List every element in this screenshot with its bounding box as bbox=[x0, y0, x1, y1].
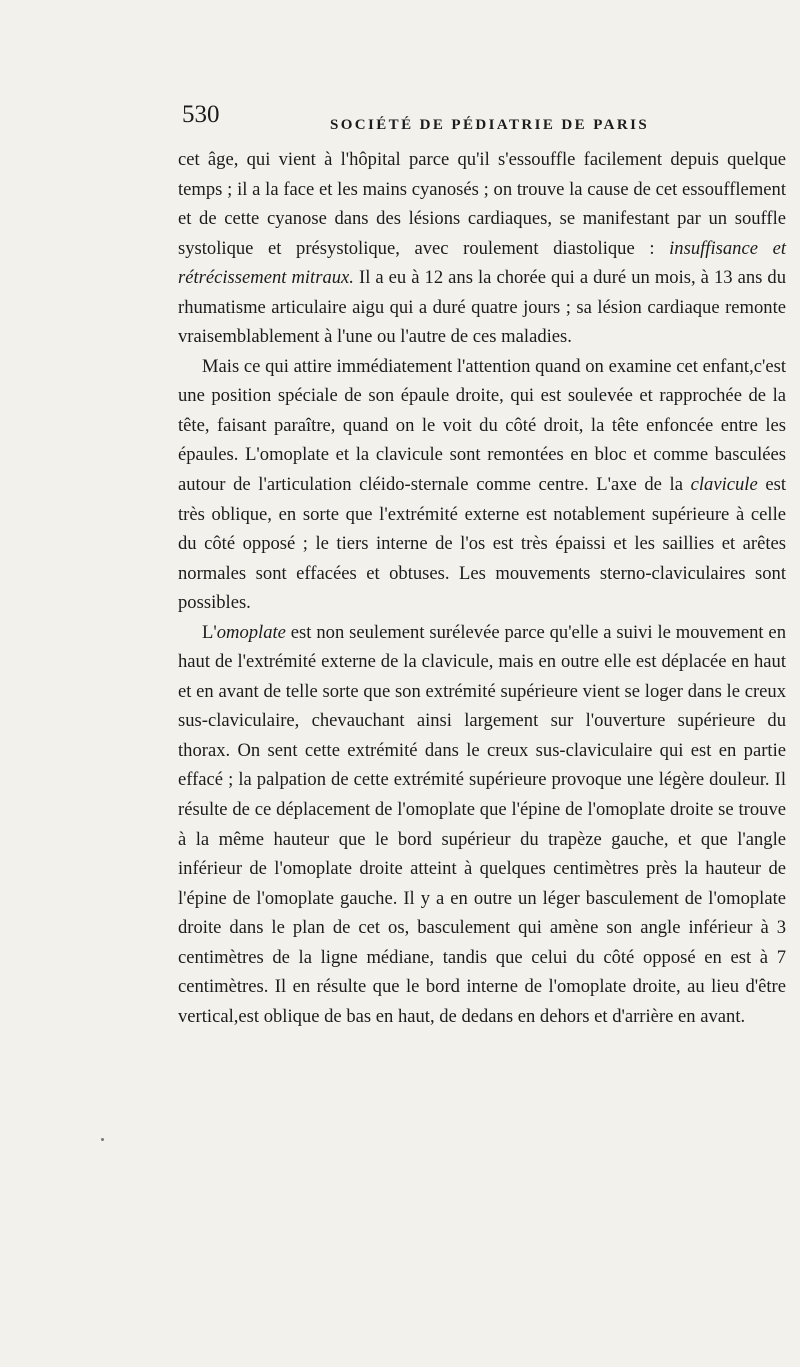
running-title: SOCIÉTÉ DE PÉDIATRIE DE PARIS bbox=[330, 117, 650, 133]
paragraph-1-text-b: Il a eu à 12 ans la chorée qui a duré un mois, à 13 ans du rhumatisme articulaire aigu qui a duré quatre jours ; sa lésion cardiaque remonte vraisemblablement à l'une ou l'autre de ces maladies. bbox=[178, 267, 786, 348]
scan-speck bbox=[101, 1138, 104, 1141]
paragraph-2 bbox=[178, 352, 786, 618]
paragraph-3 bbox=[178, 618, 786, 1032]
body-text bbox=[178, 145, 786, 1031]
paragraph-2-text-b: est très oblique, en sorte que l'extrémité externe est notablement supérieure à celle du côté opposé ; le tiers interne de l'os est très épaissi et les saillies et arêtes normales sont effacées et obtuses. Les mouvements sterno-claviculaires sont possibles. bbox=[178, 474, 787, 614]
paragraph-1-italic: insuffisance et rétrécissement mitraux. bbox=[178, 237, 786, 289]
paragraph-3-text-a: est non seulement surélevée parce qu'elle a suivi le mouvement en haut de l'extrémité externe de la clavicule, mais en outre elle est déplacée en haut et en avant de telle sorte que son extrémité supérieure vient se loger dans le creux sus-claviculaire, chevauchant ainsi largement sur l'ouverture supérieure du thorax. On sent cette extrémité dans le creux sus-claviculaire qui est en partie effacé ; la palpation de cette extrémité supérieure provoque une légère douleur. Il résulte de ce déplacement de l'omoplate que l'épine de l'omoplate droite se trouve à la même hauteur que le bord supérieur du trapèze gauche, et que l'angle inférieur de l'omoplate droite atteint à quelques centimètres près la hauteur de l'épine de l'omoplate gauche. Il y a en outre un léger basculement de l'omoplate droite dans le plan de cet os, basculement qui amène son angle inférieur à 3 centimètres de la ligne médiane, tandis que celui du côté opposé en est à 7 centimètres. Il en résulte que le bord interne de l'omoplate droite, au lieu d'être vertical,est oblique de bas en haut, de dedans en dehors et d'arrière en avant. bbox=[178, 621, 786, 1027]
paragraph-2-text-a: Mais ce qui attire immédiatement l'attention quand on examine cet enfant,c'est une position spéciale de son épaule droite, qui est soulevée et rapprochée de la tête, faisant paraître, quand on le voit du côté droit, la tête enfoncée entre les épaules. L'omoplate et la clavicule sont remontées en bloc et comme basculées autour de l'articulation cléido-sternale comme centre. L'axe de la bbox=[178, 355, 786, 496]
paragraph-3-italic: omoplate bbox=[216, 621, 286, 643]
paragraph-2-italic: clavicule bbox=[690, 474, 758, 496]
paragraph-1 bbox=[178, 145, 786, 352]
page-number: 530 bbox=[182, 101, 220, 128]
paragraph-3-text-pre: L' bbox=[202, 621, 217, 643]
paragraph-1-text-a: cet âge, qui vient à l'hôpital parce qu'il s'essouffle facilement depuis quelque temps ; il a la face et les mains cyanosés ; on trouve la cause de cet essoufflement et de cette cyanose dans des lésions cardiaques, se manifestant par un souffle systolique et présystolique, avec roulement diastolique : bbox=[178, 149, 786, 259]
